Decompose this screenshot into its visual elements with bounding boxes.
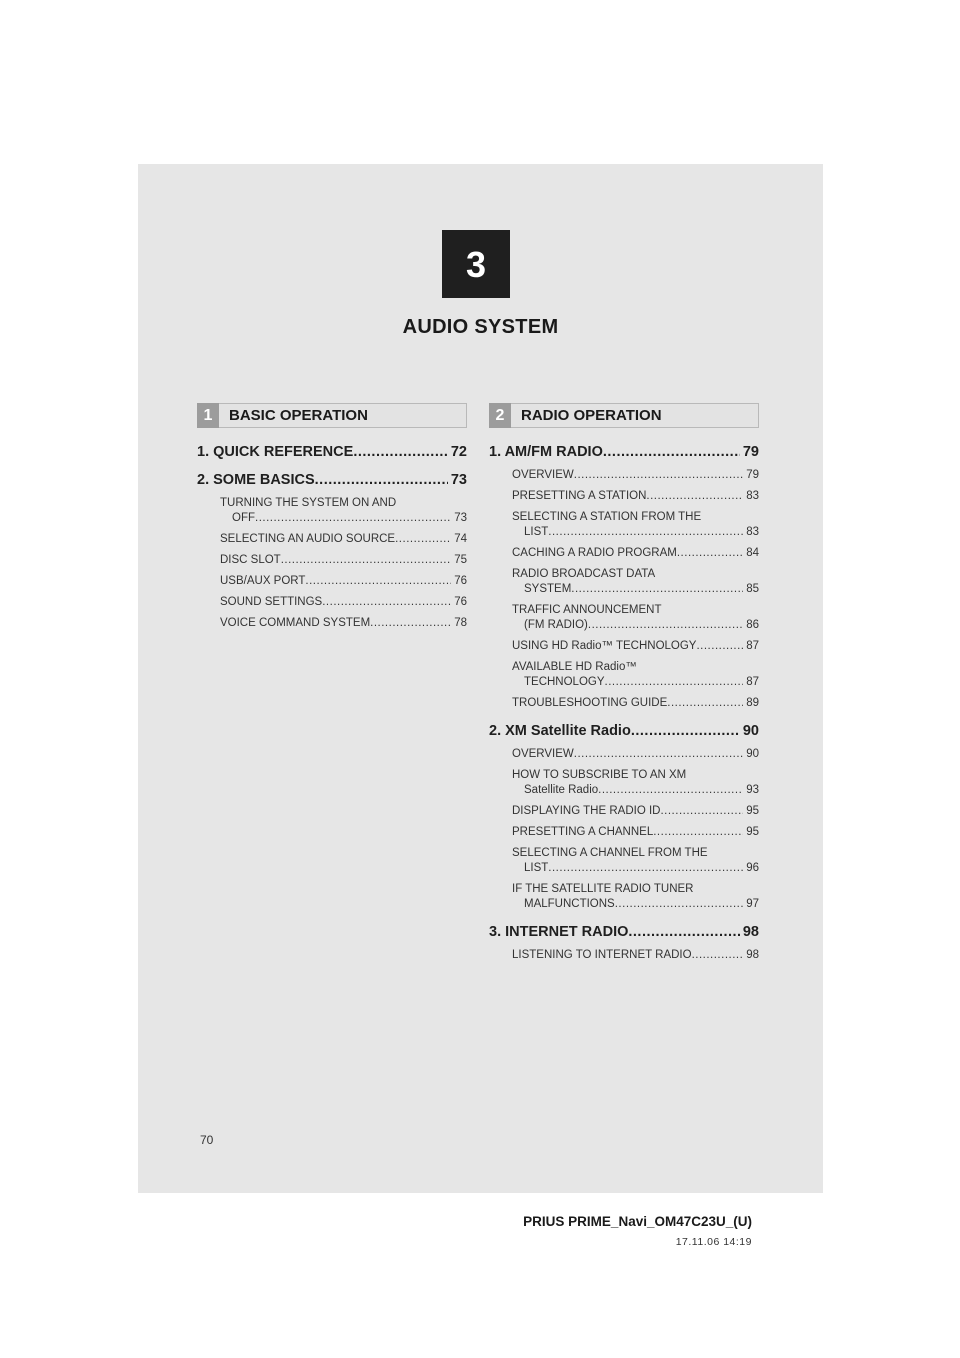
- section-header: [489, 403, 759, 428]
- toc-entry-label: HOW TO SUBSCRIBE TO AN XM: [512, 769, 687, 781]
- dot-leader: [692, 948, 744, 963]
- toc-entry-page: 83: [746, 526, 759, 538]
- toc-entry-label: TURNING THE SYSTEM ON AND: [220, 497, 397, 509]
- toc-entry-label: AVAILABLE HD Radio™: [512, 661, 637, 673]
- toc-entry[interactable]: [512, 948, 759, 963]
- toc-entry-label: OFF: [232, 512, 255, 524]
- toc-entry[interactable]: [512, 660, 759, 690]
- toc-entry[interactable]: [512, 603, 759, 633]
- toc-entry-page: 86: [746, 619, 759, 631]
- toc-entry[interactable]: [512, 825, 759, 840]
- toc-entry-lastline: [512, 525, 759, 540]
- toc-entry[interactable]: [512, 639, 759, 654]
- toc-entry[interactable]: [512, 768, 759, 798]
- toc-entry[interactable]: [512, 489, 759, 504]
- toc-entry-lines: [512, 846, 759, 876]
- dot-leader: [571, 582, 743, 597]
- print-timestamp: 17.11.06 14:19: [675, 1236, 752, 1248]
- toc-entry[interactable]: [512, 468, 759, 483]
- toc-entry-lines: [512, 567, 759, 597]
- toc-entry-page: 84: [746, 547, 759, 559]
- toc-heading[interactable]: [489, 723, 759, 739]
- toc-entry[interactable]: [220, 574, 467, 589]
- toc-entry-list: [489, 468, 759, 711]
- toc-entry-page: 97: [746, 898, 759, 910]
- toc-entry-lastline: [512, 618, 759, 633]
- toc-entry[interactable]: [512, 696, 759, 711]
- toc-column-radio-operation: [489, 403, 759, 969]
- dot-leader: [667, 696, 743, 711]
- dot-leader: [615, 897, 743, 912]
- chapter-number-box: 3: [442, 230, 510, 298]
- toc-entry-lines: [512, 510, 759, 540]
- toc-entry-label: IF THE SATELLITE RADIO TUNER: [512, 883, 694, 895]
- dot-leader: [370, 616, 451, 631]
- toc-heading[interactable]: [489, 444, 759, 460]
- toc-entry-label: USB/AUX PORT: [220, 575, 306, 587]
- toc-entry-label: SELECTING A CHANNEL FROM THE: [512, 847, 708, 859]
- toc-entry-label: MALFUNCTIONS: [524, 898, 615, 910]
- toc-entry-lines: [512, 660, 759, 690]
- toc-entry-page: 76: [454, 596, 467, 608]
- toc-entry-page: 87: [746, 676, 759, 688]
- toc-heading-label: 1. QUICK REFERENCE: [197, 444, 354, 460]
- dot-leader: [574, 747, 743, 762]
- section-number: 2: [489, 403, 511, 428]
- toc-heading-page: 98: [742, 924, 759, 940]
- toc-entry[interactable]: [512, 510, 759, 540]
- toc-entry-lastline: [512, 675, 759, 690]
- toc-entry-page: 90: [746, 748, 759, 760]
- toc-column-basic-operation: [197, 403, 467, 637]
- toc-entry-page: 93: [746, 784, 759, 796]
- section-number: 1: [197, 403, 219, 428]
- toc-heading-label: 3. INTERNET RADIO: [489, 924, 629, 940]
- toc-heading-label: 2. SOME BASICS: [197, 472, 315, 488]
- dot-leader: [353, 444, 448, 460]
- dot-leader: [588, 618, 743, 633]
- toc-entry[interactable]: [512, 882, 759, 912]
- toc-entry[interactable]: [512, 846, 759, 876]
- toc-entry-list: [489, 948, 759, 963]
- toc-heading-label: 2. XM Satellite Radio: [489, 723, 631, 739]
- toc-entry-lines: [220, 496, 467, 526]
- toc-entry[interactable]: [220, 595, 467, 610]
- toc-entry-label: VOICE COMMAND SYSTEM: [220, 617, 371, 629]
- toc-heading-page: 79: [742, 444, 759, 460]
- toc-entry-lastline: [512, 783, 759, 798]
- toc-heading-label: 1. AM/FM RADIO: [489, 444, 603, 460]
- dot-leader: [603, 444, 740, 460]
- toc-entry-lastline: [512, 897, 759, 912]
- toc-entry-label: SOUND SETTINGS: [220, 596, 323, 608]
- toc-heading-page: 73: [450, 472, 467, 488]
- toc-entry-label: OVERVIEW: [512, 748, 574, 760]
- toc-entry-label: USING HD Radio™ TECHNOLOGY: [512, 640, 697, 652]
- toc-entry-page: 74: [454, 533, 467, 545]
- chapter-title: AUDIO SYSTEM: [402, 316, 559, 338]
- dot-leader: [677, 546, 743, 561]
- toc-entry-label: PRESETTING A CHANNEL: [512, 826, 654, 838]
- toc-heading[interactable]: [489, 924, 759, 940]
- toc-entry[interactable]: [512, 804, 759, 819]
- toc-entry-page: 78: [454, 617, 467, 629]
- toc-entry-label: TECHNOLOGY: [524, 676, 605, 688]
- toc-entry-list: [197, 496, 467, 631]
- toc-entry-label: CACHING A RADIO PROGRAM: [512, 547, 677, 559]
- toc-heading-page: 72: [450, 444, 467, 460]
- dot-leader: [315, 472, 448, 488]
- page-number: 70: [200, 1133, 214, 1147]
- dot-leader: [628, 924, 739, 940]
- dot-leader: [598, 783, 743, 798]
- toc-entry-label: Satellite Radio: [524, 784, 599, 796]
- toc-entry-label: OVERVIEW: [512, 469, 574, 481]
- toc-heading[interactable]: [197, 444, 467, 460]
- document-id: PRIUS PRIME_Navi_OM47C23U_(U): [523, 1214, 752, 1229]
- toc-entry-label: TROUBLESHOOTING GUIDE: [512, 697, 668, 709]
- toc-entry-label: SELECTING AN AUDIO SOURCE: [220, 533, 396, 545]
- toc-entry-label: LIST: [524, 526, 549, 538]
- toc-entry-page: 83: [746, 490, 759, 502]
- dot-leader: [605, 675, 744, 690]
- toc-entry-page: 89: [746, 697, 759, 709]
- toc-entry-page: 75: [454, 554, 467, 566]
- dot-leader: [696, 639, 743, 654]
- section-title: RADIO OPERATION: [521, 407, 662, 424]
- dot-leader: [305, 574, 451, 589]
- toc-entry-page: 96: [746, 862, 759, 874]
- toc-entry-label: RADIO BROADCAST DATA: [512, 568, 656, 580]
- toc-entry-label: DISPLAYING THE RADIO ID: [512, 805, 661, 817]
- toc-entry-label: TRAFFIC ANNOUNCEMENT: [512, 604, 662, 616]
- toc-entry-page: 76: [454, 575, 467, 587]
- toc-entry-page: 73: [454, 512, 467, 524]
- dot-leader: [281, 553, 451, 568]
- toc-entry-label: LISTENING TO INTERNET RADIO: [512, 949, 692, 961]
- toc-heading-page: 90: [742, 723, 759, 739]
- dot-leader: [395, 532, 451, 547]
- dot-leader: [646, 489, 743, 504]
- toc-entry[interactable]: [512, 747, 759, 762]
- toc-heading[interactable]: [197, 472, 467, 488]
- toc-entry-lines: [512, 603, 759, 633]
- toc-entry-label: PRESETTING A STATION: [512, 490, 647, 502]
- toc-entry[interactable]: [220, 616, 467, 631]
- dot-leader: [548, 861, 743, 876]
- toc-entry-page: 85: [746, 583, 759, 595]
- toc-entry-lines: [512, 768, 759, 798]
- toc-entry-page: 95: [746, 826, 759, 838]
- toc-entry-list: [489, 747, 759, 912]
- dot-leader: [322, 595, 451, 610]
- dot-leader: [631, 723, 740, 739]
- toc-entry-lines: [512, 882, 759, 912]
- toc-entry-label: LIST: [524, 862, 549, 874]
- section-header: [197, 403, 467, 428]
- dot-leader: [255, 511, 451, 526]
- toc-entry[interactable]: [512, 567, 759, 597]
- toc-entry-page: 95: [746, 805, 759, 817]
- toc-entry[interactable]: [512, 546, 759, 561]
- toc-entry-label: SYSTEM: [524, 583, 572, 595]
- toc-entry[interactable]: [220, 553, 467, 568]
- section-title: BASIC OPERATION: [229, 407, 368, 424]
- toc-entry-lastline: [220, 511, 467, 526]
- toc-entry-label: (FM RADIO): [524, 619, 588, 631]
- dot-leader: [574, 468, 743, 483]
- toc-entry[interactable]: [220, 532, 467, 547]
- toc-entry-label: DISC SLOT: [220, 554, 281, 566]
- dot-leader: [653, 825, 743, 840]
- toc-entry-page: 87: [746, 640, 759, 652]
- toc-entry-page: 98: [746, 949, 759, 961]
- toc-entry-page: 79: [746, 469, 759, 481]
- dot-leader: [548, 525, 743, 540]
- dot-leader: [660, 804, 743, 819]
- toc-entry-lastline: [512, 861, 759, 876]
- toc-entry-label: SELECTING A STATION FROM THE: [512, 511, 702, 523]
- toc-entry-lastline: [512, 582, 759, 597]
- toc-entry[interactable]: [220, 496, 467, 526]
